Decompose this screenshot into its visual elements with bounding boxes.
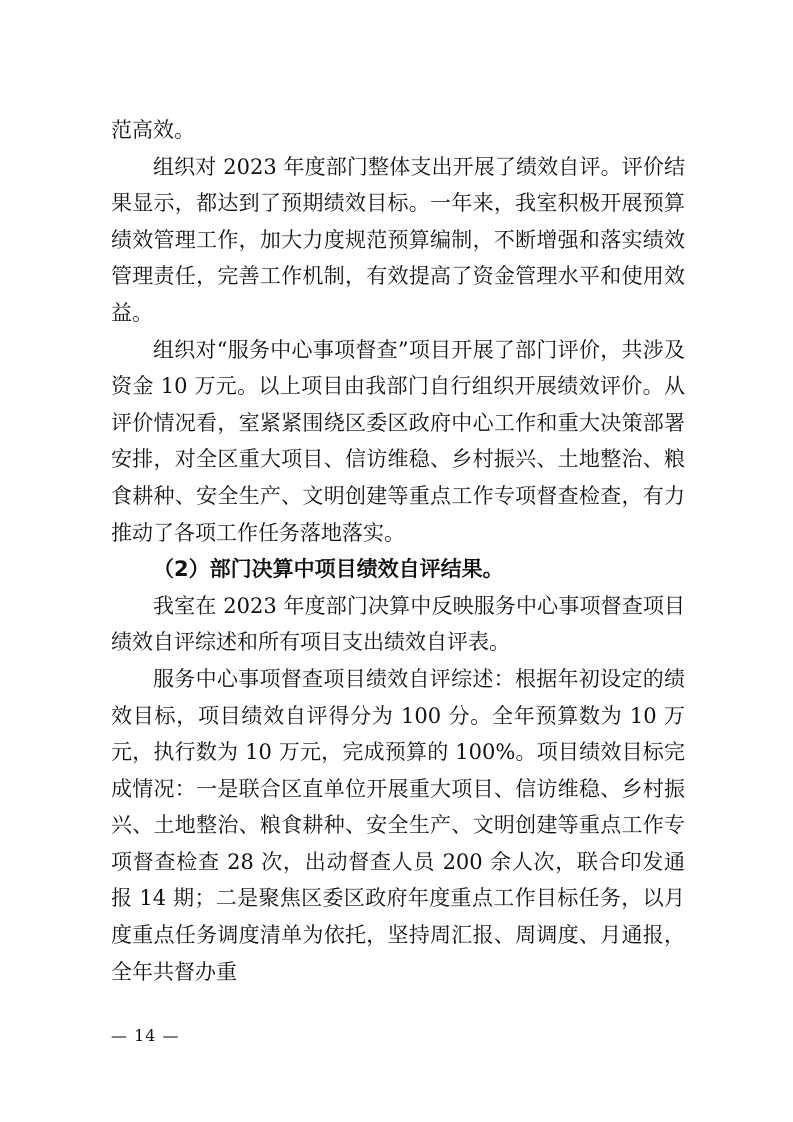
paragraph-self-evaluation-summary: 服务中心事项督查项目绩效自评综述：根据年初设定的绩效目标，项目绩效自评得分为 100 分。全年预算数为 10 万元，执行数为 10 万元，完成预算的 100%。项目绩效目标完成情况：一是联合区直单位开展重大项目、信访维稳、乡村振兴、土地整治、粮食耕种、安全生产、文明创建等重点工作专项督查检查 28 次，出动督查人员 200 余人次，联合印发通报 14 期；二是聚焦区委区政府年度重点工作目标任务，以月度重点任务调度清单为依托，坚持周汇报、周调度、月通报，全年共督办重 bbox=[111, 666, 685, 984]
section-heading: （2）部门决算中项目绩效自评结果。 bbox=[153, 557, 504, 582]
paragraph-overall-evaluation: 组织对 2023 年度部门整体支出开展了绩效自评。评价结果显示，都达到了预期绩效目标。一年来，我室积极开展预算绩效管理工作，加大力度规范预算编制，不断增强和落实绩效管理责任，完善工作机制，有效提高了资金管理水平和使用效益。 bbox=[111, 154, 685, 325]
page-number: — 14 — bbox=[111, 1026, 180, 1045]
body-text bbox=[111, 112, 685, 990]
paragraph-final-accounts: 我室在 2023 年度部门决算中反映服务中心事项督查项目绩效自评综述和所有项目支出绩效自评表。 bbox=[111, 593, 685, 655]
paragraph-project-evaluation: 组织对“服务中心事项督查”项目开展了部门评价，共涉及资金 10 万元。以上项目由我部门自行组织开展绩效评价。从评价情况看，室紧紧围绕区委区政府中心工作和重大决策部署安排，对全区重大项目、信访维稳、乡村振兴、土地整治、粮食耕种、安全生产、文明创建等重点工作专项督查检查，有力推动了各项工作任务落地落实。 bbox=[111, 337, 685, 545]
paragraph-continuation: 范高效。 bbox=[111, 118, 195, 142]
